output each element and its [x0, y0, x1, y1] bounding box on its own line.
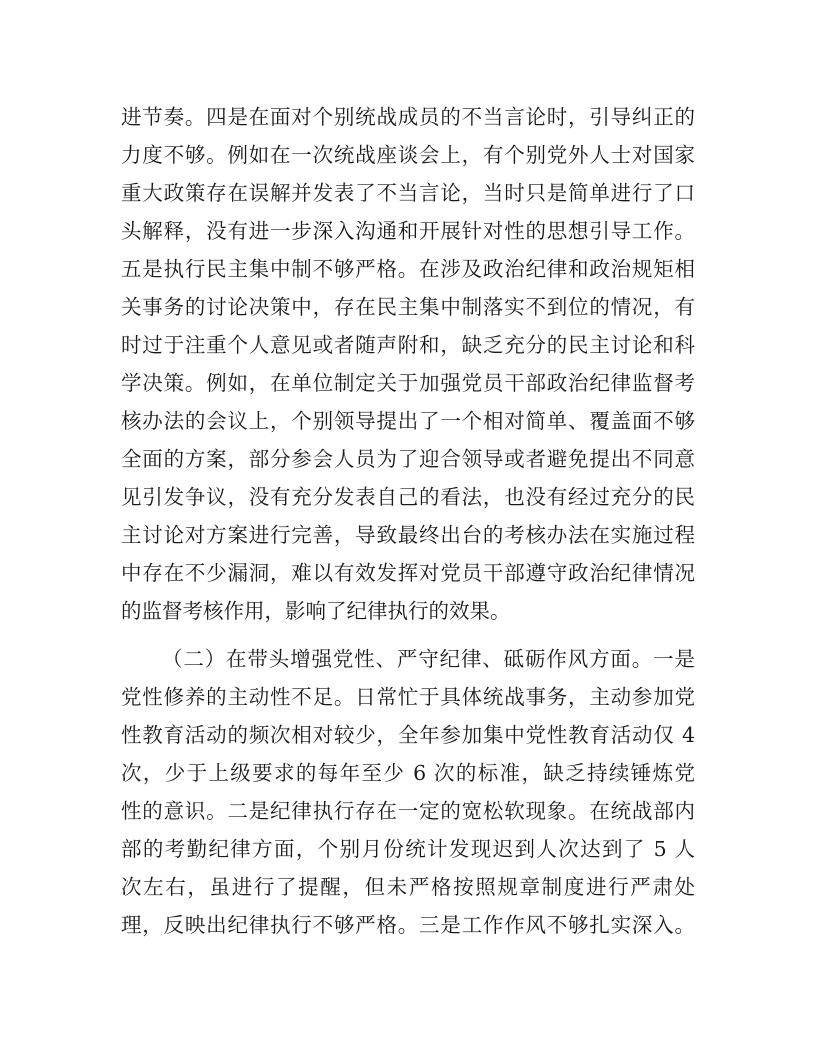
text-line: 学决策。例如，在单位制定关于加强党员干部政治纪律监督考 [121, 371, 695, 395]
text-line: 性的意识。二是纪律执行存在一定的宽松软现象。在统战部内 [121, 799, 695, 823]
text-line: 的监督考核作用，影响了纪律执行的效果。 [121, 599, 511, 623]
paragraph-section-two [121, 640, 695, 944]
paragraph-spacer [121, 630, 695, 640]
text-line: 党性修养的主动性不足。日常忙于具体统战事务，主动参加党 [121, 685, 695, 709]
text-line: 次左右，虽进行了提醒，但未严格按照规章制度进行严肃处 [121, 875, 695, 899]
text-line: 核办法的会议上，个别领导提出了一个相对简单、覆盖面不够 [121, 409, 695, 433]
text-line: 五是执行民主集中制不够严格。在涉及政治纪律和政治规矩相 [121, 257, 695, 281]
paragraph-continuation [121, 98, 695, 630]
text-line: （二）在带头增强党性、严守纪律、砥砺作风方面。一是 [162, 647, 695, 671]
text-line: 时过于注重个人意见或者随声附和，缺乏充分的民主讨论和科 [121, 333, 695, 357]
text-line: 主讨论对方案进行完善，导致最终出台的考核办法在实施过程 [121, 523, 695, 547]
text-line: 关事务的讨论决策中，存在民主集中制落实不到位的情况，有 [121, 295, 695, 319]
text-line: 理，反映出纪律执行不够严格。三是工作作风不够扎实深入。 [121, 913, 695, 937]
text-line: 全面的方案，部分参会人员为了迎合领导或者避免提出不同意 [121, 447, 695, 471]
text-line: 力度不够。例如在一次统战座谈会上，有个别党外人士对国家 [121, 143, 695, 167]
text-line: 部的考勤纪律方面，个别月份统计发现迟到人次达到了 5 人 [121, 837, 695, 861]
text-line: 重大政策存在误解并发表了不当言论，当时只是简单进行了口 [121, 181, 695, 205]
text-line: 中存在不少漏洞，难以有效发挥对党员干部遵守政治纪律情况 [121, 561, 695, 585]
text-line: 次，少于上级要求的每年至少 6 次的标准，缺乏持续锤炼党 [121, 761, 695, 785]
text-line: 见引发争议，没有充分发表自己的看法，也没有经过充分的民 [121, 485, 695, 509]
text-line: 进节奏。四是在面对个别统战成员的不当言论时，引导纠正的 [121, 105, 695, 129]
text-line: 性教育活动的频次相对较少，全年参加集中党性教育活动仅 4 [121, 723, 695, 747]
document-body [121, 98, 695, 944]
text-line: 头解释，没有进一步深入沟通和开展针对性的思想引导工作。 [121, 219, 695, 243]
